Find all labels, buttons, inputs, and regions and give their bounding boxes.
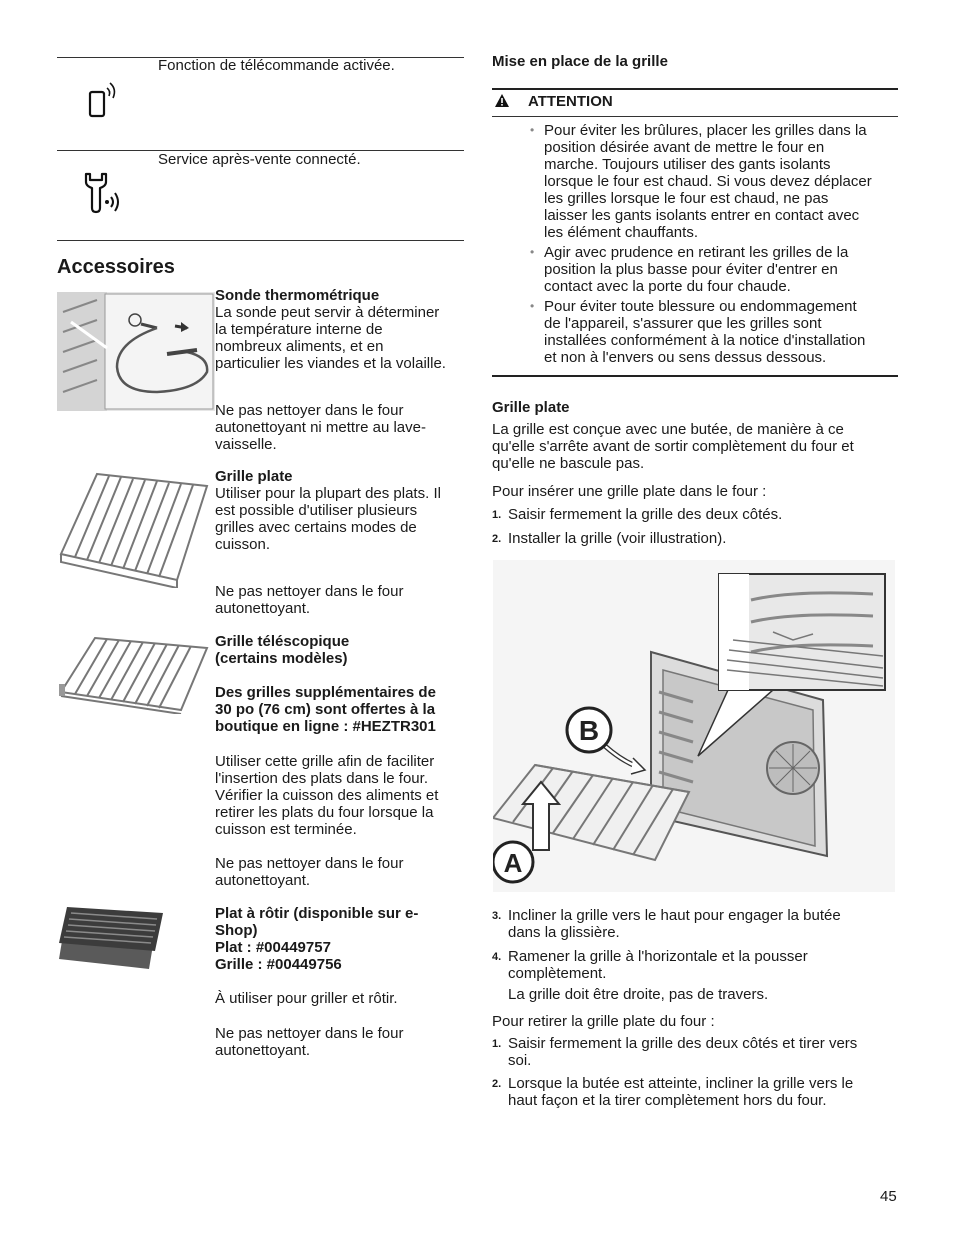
roasting-note-line: Ne pas nettoyer dans le four [215, 1025, 404, 1042]
intro-line: qu'elle ne bascule pas. [492, 455, 645, 472]
attention-line: les élément chauffants. [544, 224, 698, 241]
remote-control-phone-icon [80, 78, 124, 122]
label-b: B [578, 715, 600, 746]
attention-line: lorsque le four est chaud. Si vous devez déplacer [544, 173, 872, 190]
attention-top-rule [492, 88, 898, 90]
attention-line: • Pour éviter toute blessure ou endommagement [544, 298, 857, 315]
probe-desc-line: nombreux aliments, et en [215, 338, 384, 355]
step-line: Installer la grille (voir illustration). [508, 530, 727, 547]
telescopic-rack-note [215, 855, 403, 889]
telescopic-desc-line: cuisson est terminée. [215, 821, 357, 838]
probe-description [215, 304, 446, 372]
telescopic-offer-line: 30 po (76 cm) sont offertes à la [215, 701, 436, 718]
flat-rack-section-title: Grille plate [492, 399, 570, 416]
telescopic-offer-line: Des grilles supplémentaires de [215, 684, 436, 701]
telescopic-rack-offer [215, 684, 436, 735]
step-line: Incliner la grille vers le haut pour engager la butée [508, 907, 841, 924]
step-item [492, 948, 898, 1003]
probe-title: Sonde thermométrique [215, 287, 380, 304]
telescopic-offer-line: boutique en ligne : #HEZTR301 [215, 718, 436, 735]
warning-triangle-icon [494, 93, 510, 108]
telescopic-rack-description [215, 753, 438, 838]
accessories-heading: Accessoires [57, 256, 175, 278]
probe-note [215, 402, 426, 453]
attention-label: ATTENTION [528, 93, 613, 110]
flat-rack-desc-line: cuisson. [215, 536, 271, 553]
flat-rack-desc-line: grilles avec certains modes de [215, 519, 417, 536]
attention-line: laisser les gants isolants entrer en contact avec [544, 207, 860, 224]
roasting-pan-image [57, 901, 167, 971]
telescopic-title-line: (certains modèles) [215, 650, 348, 667]
telescopic-desc-line: Utiliser cette grille afin de faciliter [215, 753, 435, 770]
step-item [492, 1075, 898, 1109]
roasting-title-line: Shop) [215, 922, 258, 939]
intro-line: La grille est conçue avec une butée, de manière à ce [492, 421, 844, 438]
flat-rack-intro [492, 421, 854, 472]
meat-probe-image [57, 292, 215, 411]
attention-item [530, 244, 898, 295]
attention-line: les grilles lorsque le four est chaud, ne pas [544, 190, 829, 207]
roasting-title-line: Plat à rôtir (disponible sur e- [215, 905, 419, 922]
attention-line: contact avec la porte du four chaude. [544, 278, 791, 295]
telescopic-rack-image [57, 634, 209, 714]
attention-line: marche. Toujours utiliser des gants isolants [544, 156, 831, 173]
step-item [492, 506, 898, 523]
telescopic-desc-line: retirer les plats du four lorsque la [215, 804, 434, 821]
probe-note-line: Ne pas nettoyer dans le four [215, 402, 404, 419]
step-number: 3. [492, 910, 502, 922]
step-line: Lorsque la butée est atteinte, incliner la grille vers le [508, 1075, 854, 1092]
insert-intro: Pour insérer une grille plate dans le four : [492, 483, 767, 500]
telescopic-title-line: Grille téléscopique [215, 633, 350, 650]
flat-rack-image [57, 470, 209, 588]
remove-intro: Pour retirer la grille plate du four : [492, 1013, 715, 1030]
attention-line: de l'appareil, s'assurer que les grilles sont [544, 315, 822, 332]
step-number: 2. [492, 1078, 502, 1090]
telescopic-note-line: autonettoyant. [215, 872, 311, 889]
flat-rack-desc-line: Utiliser pour la plupart des plats. Il [215, 485, 441, 502]
roasting-pan-title [215, 905, 418, 973]
telescopic-desc-line: Vérifier la cuisson des aliments et [215, 787, 439, 804]
probe-desc-line: la température interne de [215, 321, 383, 338]
step-number: 1. [492, 509, 502, 521]
probe-note-line: vaisselle. [215, 436, 277, 453]
attention-line: position désirée avant de mettre le four en [544, 139, 825, 156]
probe-desc-line: La sonde peut servir à déterminer [215, 304, 440, 321]
attention-item [530, 298, 898, 366]
step-item [492, 1035, 898, 1069]
roasting-note-line: autonettoyant. [215, 1042, 311, 1059]
step-item [492, 907, 898, 941]
flat-rack-description [215, 485, 441, 553]
step-line: Ramener la grille à l'horizontale et la pousser [508, 948, 808, 965]
page-number: 45 [880, 1188, 897, 1205]
probe-note-line: autonettoyant ni mettre au lave- [215, 419, 426, 436]
flat-rack-desc-line: est possible d'utiliser plusieurs [215, 502, 418, 519]
attention-sub-rule [492, 116, 898, 117]
attention-line: • Agir avec prudence en retirant les grilles de la [544, 244, 849, 261]
step-number: 4. [492, 951, 502, 963]
telescopic-note-line: Ne pas nettoyer dans le four [215, 855, 404, 872]
service-connected-text: Service après-vente connecté. [158, 151, 361, 168]
flat-rack-note-line: autonettoyant. [215, 600, 311, 617]
label-a: A [503, 848, 523, 878]
rack-placement-heading: Mise en place de la grille [492, 53, 668, 70]
probe-desc-line: particulier les viandes et la volaille. [215, 355, 446, 372]
attention-line: • Pour éviter les brûlures, placer les grilles dans la [544, 122, 867, 139]
step-sub-line: La grille doit être droite, pas de travers. [508, 986, 769, 1003]
attention-item [530, 122, 898, 241]
telescopic-desc-line: l'insertion des plats dans le four. [215, 770, 428, 787]
step-number: 1. [492, 1038, 502, 1050]
flat-rack-title: Grille plate [215, 468, 293, 485]
step-number: 2. [492, 533, 502, 545]
step-line: dans la glissière. [508, 924, 620, 941]
flat-rack-note [215, 583, 403, 617]
step-line: complètement. [508, 965, 607, 982]
wrench-wifi-icon [80, 168, 126, 216]
remove-steps [492, 1035, 898, 1109]
roasting-pan-description: À utiliser pour griller et rôtir. [215, 990, 398, 1007]
attention-list [530, 122, 898, 369]
attention-line: installées conformément à la notice d'installation [544, 332, 866, 349]
step-line: Saisir fermement la grille des deux côtés. [508, 506, 783, 523]
table-bottom-rule [57, 240, 464, 241]
attention-line: et non à l'envers ou sens dessus dessous. [544, 349, 827, 366]
step-line: Saisir fermement la grille des deux côtés et tirer vers [508, 1035, 858, 1052]
insert-steps-b [492, 907, 898, 1003]
roasting-pan-note [215, 1025, 403, 1059]
step-item [492, 530, 898, 547]
roasting-title-line: Grille : #00449756 [215, 956, 342, 973]
remote-function-text: Fonction de télécommande activée. [158, 57, 395, 74]
insert-steps-a [492, 506, 898, 547]
intro-line: qu'elle s'arrête avant de sortir complètement du four et [492, 438, 854, 455]
roasting-title-line: Plat : #00449757 [215, 939, 331, 956]
step-line: haut façon et la tirer complètement hors du four. [508, 1092, 827, 1109]
attention-bottom-rule [492, 375, 898, 377]
attention-line: position la plus basse pour éviter d'entrer en [544, 261, 838, 278]
flat-rack-note-line: Ne pas nettoyer dans le four [215, 583, 404, 600]
telescopic-rack-title [215, 633, 349, 667]
step-line: soi. [508, 1052, 532, 1069]
rack-installation-illustration [493, 560, 895, 892]
